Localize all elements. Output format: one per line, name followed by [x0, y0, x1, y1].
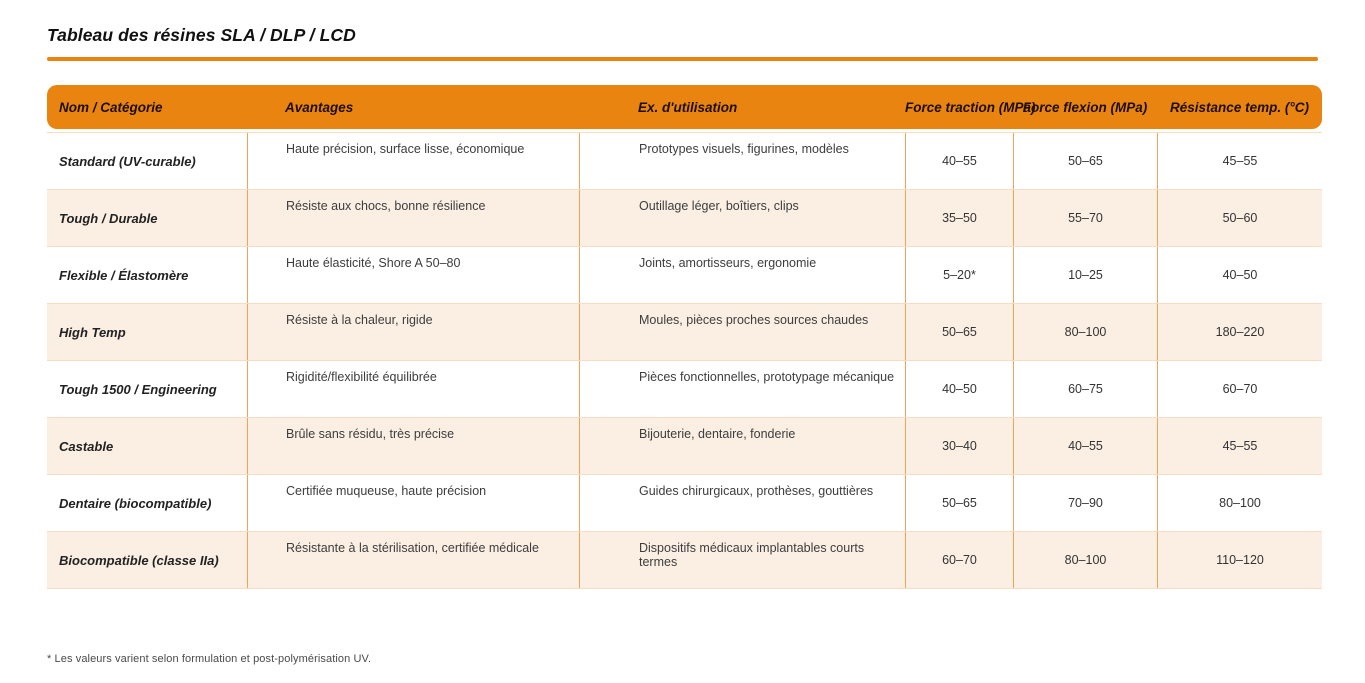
use-cases-cell: Pièces fonctionnelles, prototypage mécanique [579, 361, 905, 417]
temp-resistance-cell: 50–60 [1157, 190, 1322, 246]
page-title: Tableau des résines SLA / DLP / LCD [47, 25, 356, 45]
table-row [47, 247, 1322, 304]
tensile-strength-cell: 50–65 [905, 304, 1013, 360]
flexural-strength-cell: 60–75 [1013, 361, 1157, 417]
tensile-strength-cell: 30–40 [905, 418, 1013, 474]
column-header-advantages: Avantages [285, 99, 354, 115]
column-header-tensile-strength: Force traction (MPa) [905, 99, 1036, 115]
advantages-cell: Certifiée muqueuse, haute précision [247, 475, 579, 531]
title-accent-rule [47, 57, 1318, 61]
resin-name-cell: Tough 1500 / Engineering [59, 381, 217, 397]
temp-resistance-cell: 45–55 [1157, 418, 1322, 474]
temp-resistance-cell: 60–70 [1157, 361, 1322, 417]
flexural-strength-cell: 70–90 [1013, 475, 1157, 531]
footnote: * Les valeurs varient selon formulation et post-polymérisation UV. [47, 653, 372, 665]
use-cases-cell: Prototypes visuels, figurines, modèles [579, 133, 905, 189]
use-cases-cell: Dispositifs médicaux implantables courts termes [579, 532, 905, 588]
use-cases-cell: Bijouterie, dentaire, fonderie [579, 418, 905, 474]
flexural-strength-cell: 10–25 [1013, 247, 1157, 303]
table-row [47, 418, 1322, 475]
advantages-cell: Brûle sans résidu, très précise [247, 418, 579, 474]
advantages-cell: Résiste aux chocs, bonne résilience [247, 190, 579, 246]
table-row [47, 133, 1322, 190]
temp-resistance-cell: 110–120 [1157, 532, 1322, 588]
column-header-temp-resistance: Résistance temp. (°C) [1170, 99, 1309, 115]
flexural-strength-cell: 50–65 [1013, 133, 1157, 189]
temp-resistance-cell: 180–220 [1157, 304, 1322, 360]
table-row [47, 532, 1322, 589]
table-row [47, 361, 1322, 418]
resin-name-cell: Dentaire (biocompatible) [59, 495, 212, 511]
temp-resistance-cell: 40–50 [1157, 247, 1322, 303]
table-body [47, 132, 1322, 589]
resin-name-cell: Flexible / Élastomère [59, 267, 189, 283]
advantages-cell: Rigidité/flexibilité équilibrée [247, 361, 579, 417]
flexural-strength-cell: 80–100 [1013, 304, 1157, 360]
table-row [47, 304, 1322, 361]
column-header-use-cases: Ex. d'utilisation [638, 99, 738, 115]
resin-table [47, 85, 1322, 589]
tensile-strength-cell: 5–20* [905, 247, 1013, 303]
table-row [47, 475, 1322, 532]
tensile-strength-cell: 35–50 [905, 190, 1013, 246]
use-cases-cell: Moules, pièces proches sources chaudes [579, 304, 905, 360]
advantages-cell: Haute élasticité, Shore A 50–80 [247, 247, 579, 303]
temp-resistance-cell: 80–100 [1157, 475, 1322, 531]
advantages-cell: Résistante à la stérilisation, certifiée médicale [247, 532, 579, 588]
flexural-strength-cell: 80–100 [1013, 532, 1157, 588]
advantages-cell: Résiste à la chaleur, rigide [247, 304, 579, 360]
use-cases-cell: Joints, amortisseurs, ergonomie [579, 247, 905, 303]
flexural-strength-cell: 40–55 [1013, 418, 1157, 474]
temp-resistance-cell: 45–55 [1157, 133, 1322, 189]
tensile-strength-cell: 40–50 [905, 361, 1013, 417]
use-cases-cell: Guides chirurgicaux, prothèses, gouttières [579, 475, 905, 531]
flexural-strength-cell: 55–70 [1013, 190, 1157, 246]
resin-name-cell: Tough / Durable [59, 210, 158, 226]
resin-name-cell: Castable [59, 438, 114, 454]
column-header-flexural-strength: Force flexion (MPa) [1022, 99, 1148, 115]
resin-name-cell: Biocompatible (classe IIa) [59, 552, 219, 568]
resin-name-cell: High Temp [59, 324, 126, 340]
tensile-strength-cell: 60–70 [905, 532, 1013, 588]
advantages-cell: Haute précision, surface lisse, économique [247, 133, 579, 189]
tensile-strength-cell: 40–55 [905, 133, 1013, 189]
use-cases-cell: Outillage léger, boîtiers, clips [579, 190, 905, 246]
column-header-name: Nom / Catégorie [59, 99, 163, 115]
resin-name-cell: Standard (UV-curable) [59, 153, 196, 169]
table-header-row [47, 85, 1322, 129]
table-row [47, 190, 1322, 247]
tensile-strength-cell: 50–65 [905, 475, 1013, 531]
